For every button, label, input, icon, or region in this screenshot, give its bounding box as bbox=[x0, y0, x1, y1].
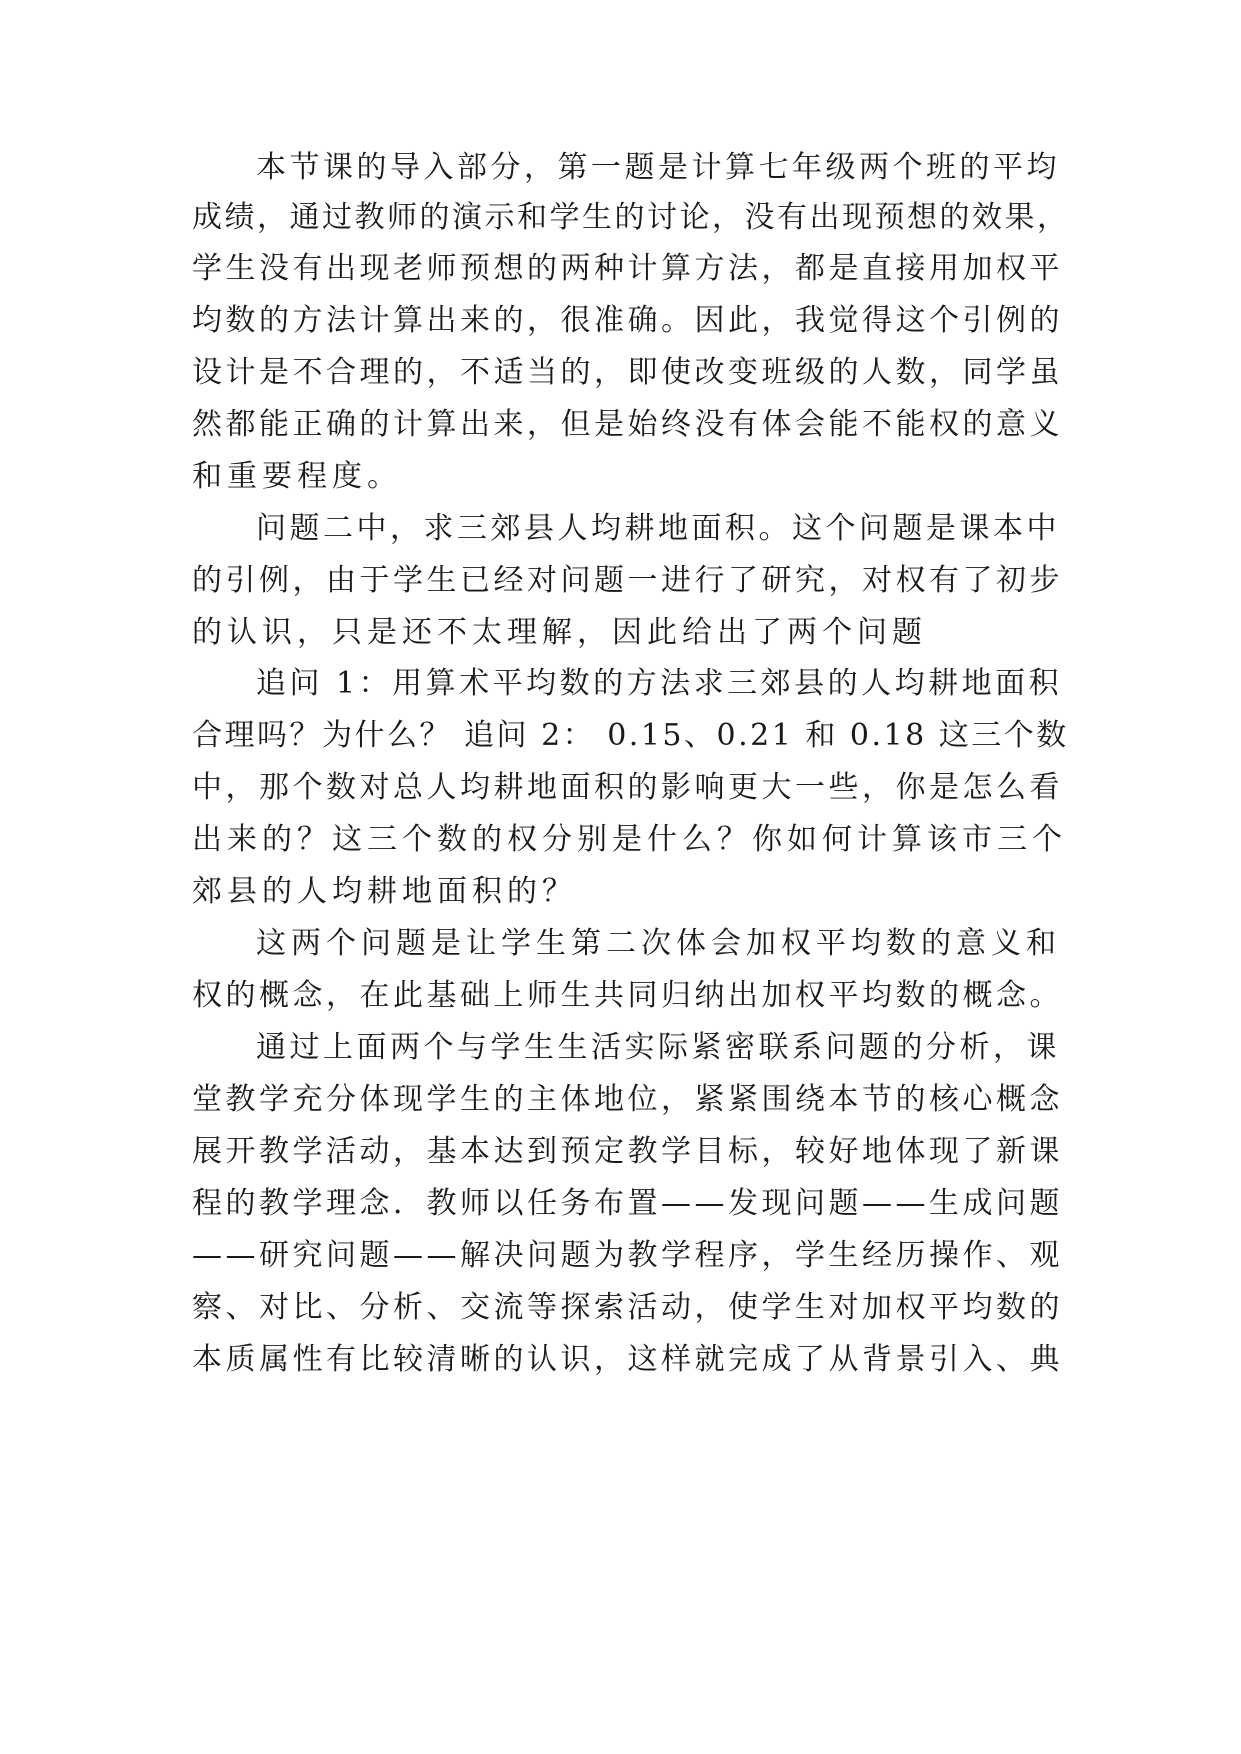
paragraph-line: 学生没有出现老师预想的两种计算方法，都是直接用加权平 bbox=[192, 251, 1063, 286]
paragraph-line: 本质属性有比较清晰的认识，这样就完成了从背景引入、典 bbox=[192, 1342, 1063, 1377]
paragraph-line: 追问 1：用算术平均数的方法求三郊县的人均耕地面积 bbox=[256, 666, 1063, 701]
paragraph-line: 通过上面两个与学生生活实际紧密联系问题的分析，课 bbox=[256, 1030, 1060, 1065]
paragraph-line: 设计是不合理的，不适当的，即使改变班级的人数，同学虽 bbox=[192, 355, 1063, 390]
paragraph-line: 展开教学活动，基本达到预定教学目标，较好地体现了新课 bbox=[192, 1134, 1063, 1169]
paragraph-line: 权的概念，在此基础上师生共同归纳出加权平均数的概念。 bbox=[192, 978, 1063, 1013]
paragraph-line: 均数的方法计算出来的，很准确。因此，我觉得这个引例的 bbox=[192, 303, 1063, 338]
paragraph-line: 本节课的导入部分，第一题是计算七年级两个班的平均 bbox=[256, 150, 1060, 185]
paragraph-line: 然都能正确的计算出来，但是始终没有体会能不能权的意义 bbox=[192, 407, 1063, 442]
paragraph-line: 合理吗？为什么？ 追问 2： 0.15、0.21 和 0.18 这三个数 bbox=[192, 718, 1069, 753]
paragraph-line: 问题二中，求三郊县人均耕地面积。这个问题是课本中 bbox=[256, 511, 1060, 546]
paragraph-line: 出来的？这三个数的权分别是什么？你如何计算该市三个 bbox=[192, 822, 1067, 857]
paragraph-line: 程的教学理念．教师以任务布置——发现问题——生成问题 bbox=[192, 1186, 1063, 1221]
paragraph-line: 察、对比、分析、交流等探索活动，使学生对加权平均数的 bbox=[192, 1290, 1063, 1325]
paragraph-line: 的引例，由于学生已经对问题一进行了研究，对权有了初步 bbox=[192, 563, 1063, 598]
paragraph-line: 郊县的人均耕地面积的？ bbox=[192, 874, 577, 909]
paragraph-line: 中，那个数对总人均耕地面积的影响更大一些，你是怎么看 bbox=[192, 770, 1063, 805]
paragraph-line: ——研究问题——解决问题为教学程序，学生经历操作、观 bbox=[192, 1238, 1063, 1273]
paragraph-line: 的认识，只是还不太理解，因此给出了两个问题 bbox=[192, 615, 927, 650]
paragraph-line: 这两个问题是让学生第二次体会加权平均数的意义和 bbox=[256, 926, 1061, 961]
paragraph-line: 堂教学充分体现学生的主体地位，紧紧围绕本节的核心概念 bbox=[192, 1082, 1063, 1117]
paragraph-line: 成绩，通过教师的演示和学生的讨论，没有出现预想的效果， bbox=[192, 200, 1070, 235]
paragraph-line: 和重要程度。 bbox=[192, 459, 402, 494]
